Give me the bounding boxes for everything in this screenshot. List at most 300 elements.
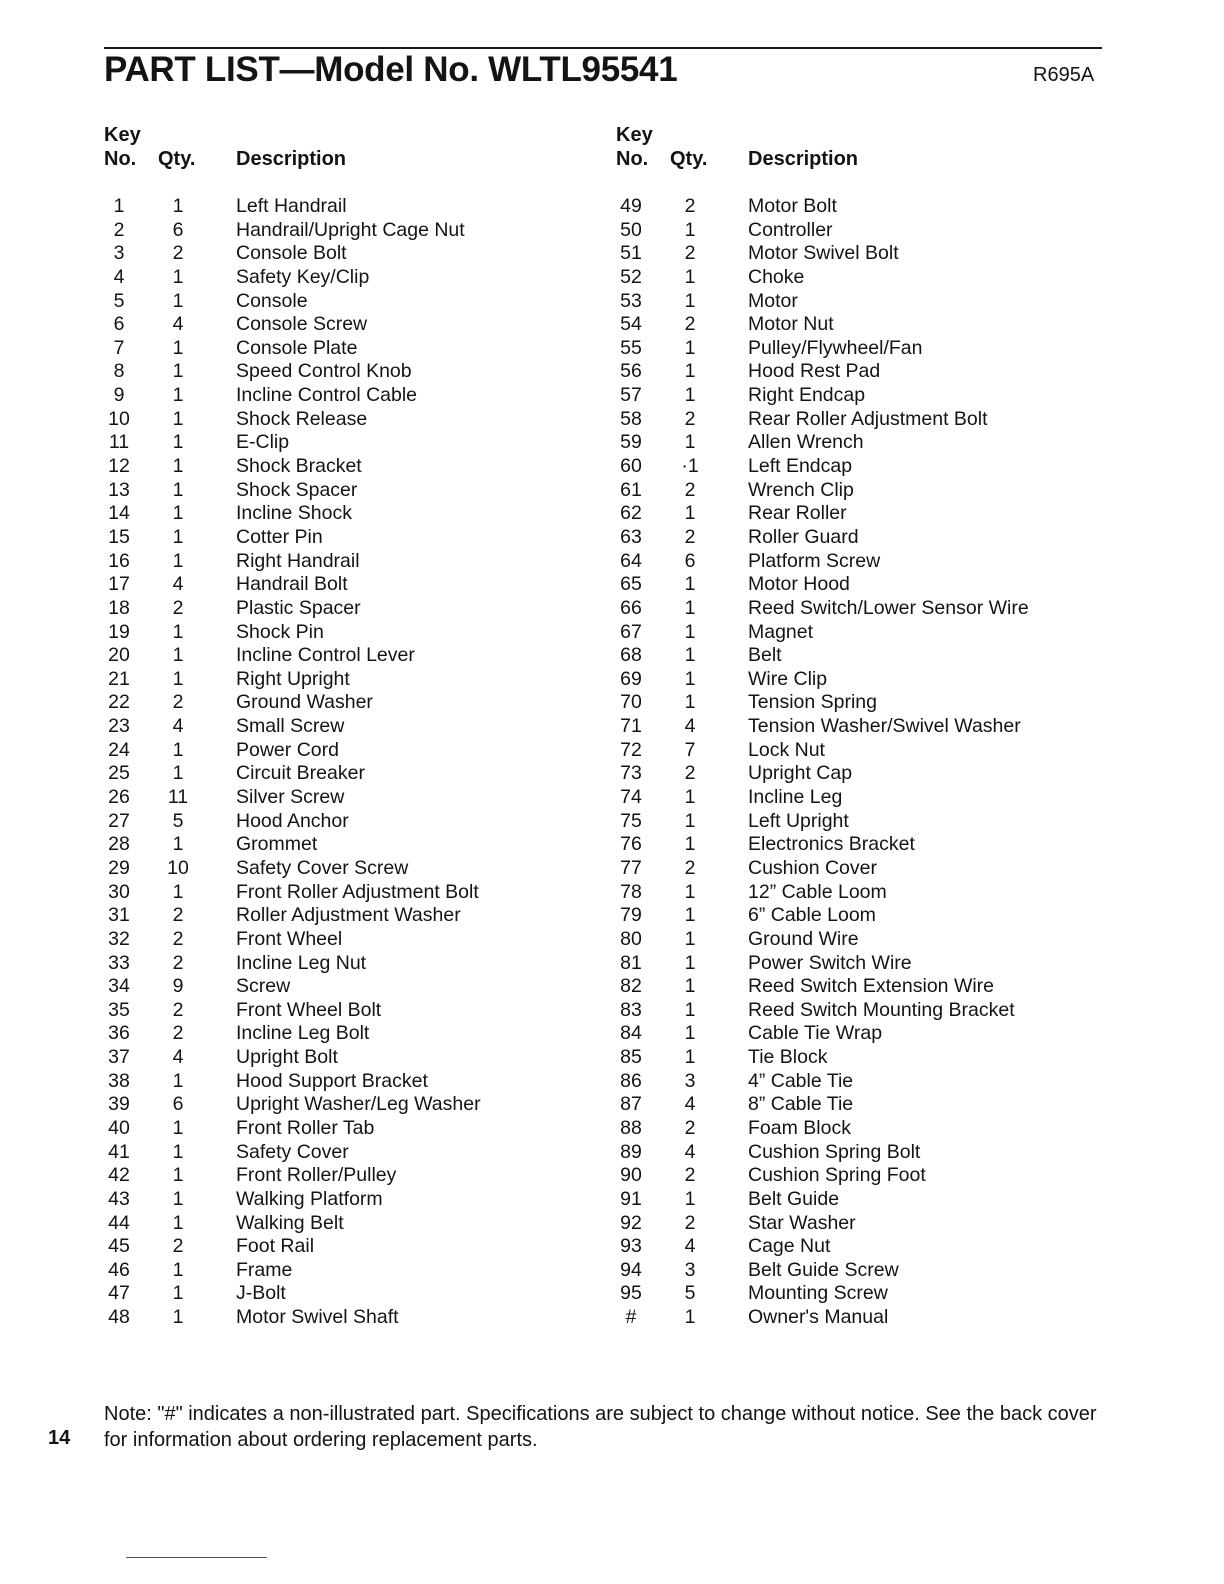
part-description: Reed Switch Extension Wire xyxy=(748,975,995,998)
part-key: 69 xyxy=(620,667,642,690)
part-qty: 3 xyxy=(684,1069,696,1092)
part-description: Platform Screw xyxy=(748,549,881,572)
part-description: Star Washer xyxy=(748,1211,856,1234)
part-qty: 2 xyxy=(684,195,696,217)
part-description: Silver Screw xyxy=(236,786,345,809)
part-key: 61 xyxy=(620,478,642,501)
part-qty: 2 xyxy=(684,762,696,785)
part-description: Wire Clip xyxy=(748,667,828,690)
part-qty: 1 xyxy=(684,596,696,619)
part-qty: 1 xyxy=(172,620,184,643)
part-qty: 10 xyxy=(167,856,189,879)
header-qty: Qty. xyxy=(158,148,196,170)
part-key: 85 xyxy=(620,1046,642,1069)
part-qty: 1 xyxy=(684,265,696,288)
part-description: Incline Shock xyxy=(236,502,352,525)
part-key: 19 xyxy=(108,620,130,643)
part-key: 87 xyxy=(620,1093,642,1116)
part-description: Cushion Spring Foot xyxy=(748,1164,926,1187)
part-description: Upright Washer/Leg Washer xyxy=(236,1093,481,1116)
part-key: 25 xyxy=(108,762,130,785)
part-key: 2 xyxy=(113,218,125,241)
part-qty: 1 xyxy=(684,620,696,643)
part-key: 71 xyxy=(620,715,642,738)
part-key: 78 xyxy=(620,880,642,903)
part-key: 46 xyxy=(108,1258,130,1281)
part-description: E-Clip xyxy=(236,431,290,454)
part-qty: 6 xyxy=(172,1093,184,1116)
part-key: 74 xyxy=(620,786,642,809)
part-description: Foot Rail xyxy=(236,1235,315,1258)
part-qty: 2 xyxy=(172,904,184,927)
part-qty: 4 xyxy=(172,313,184,336)
part-key: 76 xyxy=(620,833,642,856)
part-description: Shock Bracket xyxy=(236,455,362,478)
part-qty: 1 xyxy=(172,1258,184,1281)
part-description: Cushion Cover xyxy=(748,856,877,879)
part-key: 47 xyxy=(108,1282,130,1305)
part-description: Hood Anchor xyxy=(236,809,349,832)
document-code: R695A xyxy=(1033,64,1095,86)
part-description: Safety Key/Clip xyxy=(236,265,370,288)
part-key: 60 xyxy=(620,455,642,478)
header-description: Description xyxy=(236,148,347,170)
header-key-line1: Key xyxy=(616,124,653,146)
part-qty: 1 xyxy=(684,336,696,359)
part-description: Reed Switch/Lower Sensor Wire xyxy=(748,596,1029,619)
part-key: 68 xyxy=(620,644,642,667)
part-description: Tension Spring xyxy=(748,691,877,714)
part-description: Shock Release xyxy=(236,407,368,430)
part-qty: ·1 xyxy=(681,455,699,478)
part-description: Rear Roller Adjustment Bolt xyxy=(748,407,988,430)
part-key: 44 xyxy=(108,1211,130,1234)
part-description: Belt xyxy=(748,644,782,667)
part-key: 8 xyxy=(113,360,125,383)
part-description: Shock Spacer xyxy=(236,478,358,501)
part-description: Motor Bolt xyxy=(748,195,837,217)
part-description: Walking Platform xyxy=(236,1187,383,1210)
part-key: 88 xyxy=(620,1116,642,1139)
part-description: Power Switch Wire xyxy=(748,951,912,974)
part-key: 16 xyxy=(108,549,130,572)
part-key: # xyxy=(625,1306,637,1329)
part-key: 83 xyxy=(620,998,642,1021)
part-description: Ground Wire xyxy=(748,927,859,950)
part-description: Front Roller/Pulley xyxy=(236,1164,397,1187)
part-key: 59 xyxy=(620,431,642,454)
part-qty: 1 xyxy=(684,1022,696,1045)
part-qty: 7 xyxy=(684,738,696,761)
part-qty: 2 xyxy=(172,927,184,950)
part-description: Safety Cover xyxy=(236,1140,349,1163)
part-key: 35 xyxy=(108,998,130,1021)
part-qty: 2 xyxy=(172,242,184,265)
part-key: 72 xyxy=(620,738,642,761)
part-description: Upright Bolt xyxy=(236,1046,338,1069)
part-qty: 2 xyxy=(684,1116,696,1139)
part-qty: 2 xyxy=(684,242,696,265)
part-qty: 1 xyxy=(684,1187,696,1210)
header-description: Description xyxy=(748,148,859,170)
part-key: 65 xyxy=(620,573,642,596)
part-qty: 3 xyxy=(684,1258,696,1281)
part-qty: 6 xyxy=(684,549,696,572)
part-key: 13 xyxy=(108,478,130,501)
part-description: Front Roller Adjustment Bolt xyxy=(236,880,479,903)
part-key: 11 xyxy=(108,431,130,454)
part-qty: 1 xyxy=(684,1046,696,1069)
part-qty: 1 xyxy=(172,431,184,454)
part-key: 29 xyxy=(108,856,130,879)
part-qty: 2 xyxy=(684,313,696,336)
part-description: Safety Cover Screw xyxy=(236,856,409,879)
part-key: 6 xyxy=(113,313,125,336)
part-description: Incline Leg Nut xyxy=(236,951,367,974)
part-key: 7 xyxy=(113,336,125,359)
part-qty: 1 xyxy=(172,289,184,312)
part-description: Left Handrail xyxy=(236,195,347,217)
part-key: 82 xyxy=(620,975,642,998)
part-key: 53 xyxy=(620,289,642,312)
part-key: 45 xyxy=(108,1235,130,1258)
part-description: 12” Cable Loom xyxy=(748,880,887,903)
part-description: Screw xyxy=(236,975,291,998)
part-qty: 9 xyxy=(172,975,184,998)
part-qty: 1 xyxy=(172,1069,184,1092)
part-qty: 1 xyxy=(172,1211,184,1234)
part-description: Grommet xyxy=(236,833,318,856)
part-key: 40 xyxy=(108,1116,130,1139)
part-qty: 1 xyxy=(172,833,184,856)
part-qty: 2 xyxy=(684,1164,696,1187)
part-key: 27 xyxy=(108,809,130,832)
part-key: 31 xyxy=(108,904,130,927)
part-description: Cotter Pin xyxy=(236,525,323,548)
part-description: Cable Tie Wrap xyxy=(748,1022,883,1045)
part-key: 37 xyxy=(108,1046,130,1069)
part-key: 66 xyxy=(620,596,642,619)
part-qty: 1 xyxy=(172,1282,184,1305)
part-qty: 5 xyxy=(172,809,184,832)
part-description: Hood Rest Pad xyxy=(748,360,881,383)
part-key: 64 xyxy=(620,549,642,572)
part-description: Upright Cap xyxy=(748,762,853,785)
part-description: J-Bolt xyxy=(236,1282,286,1305)
part-description: Belt Guide Screw xyxy=(748,1258,899,1281)
part-qty: 2 xyxy=(172,596,184,619)
part-key: 95 xyxy=(620,1282,642,1305)
part-qty: 1 xyxy=(172,880,184,903)
header-qty: Qty. xyxy=(670,148,708,170)
part-qty: 1 xyxy=(172,455,184,478)
part-qty: 1 xyxy=(172,1306,184,1329)
part-key: 50 xyxy=(620,218,642,241)
part-key: 89 xyxy=(620,1140,642,1163)
part-description: Front Roller Tab xyxy=(236,1116,375,1139)
part-key: 9 xyxy=(113,384,125,407)
part-qty: 1 xyxy=(172,360,184,383)
part-qty: 1 xyxy=(172,384,184,407)
part-qty: 1 xyxy=(684,786,696,809)
part-qty: 2 xyxy=(684,407,696,430)
footer-note: Note: "#" indicates a non-illustrated part. Specifications are subject to change without notice. See the back cover for information about ordering replacement parts. xyxy=(104,1403,1097,1451)
part-key: 5 xyxy=(113,289,125,312)
part-description: Shock Pin xyxy=(236,620,324,643)
part-qty: 2 xyxy=(684,525,696,548)
part-description: Handrail/Upright Cage Nut xyxy=(236,218,465,241)
part-description: Left Endcap xyxy=(748,455,853,478)
part-description: Walking Belt xyxy=(236,1211,344,1234)
part-qty: 1 xyxy=(684,809,696,832)
part-description: Motor Swivel Bolt xyxy=(748,242,899,265)
part-qty: 2 xyxy=(684,856,696,879)
header-key-line2: No. xyxy=(616,148,649,170)
part-key: 18 xyxy=(108,596,130,619)
part-qty: 2 xyxy=(684,1211,696,1234)
part-description: Frame xyxy=(236,1258,293,1281)
part-qty: 1 xyxy=(172,478,184,501)
part-qty: 1 xyxy=(172,1140,184,1163)
header-key-line2: No. xyxy=(104,148,137,170)
part-qty: 1 xyxy=(172,762,184,785)
part-key: 20 xyxy=(108,644,130,667)
part-description: Incline Control Cable xyxy=(236,384,418,407)
part-key: 42 xyxy=(108,1164,130,1187)
part-key: 58 xyxy=(620,407,642,430)
part-qty: 4 xyxy=(172,1046,184,1069)
part-qty: 1 xyxy=(172,265,184,288)
part-description: Plastic Spacer xyxy=(236,596,361,619)
part-qty: 2 xyxy=(172,691,184,714)
part-description: Tie Block xyxy=(748,1046,828,1069)
part-qty: 1 xyxy=(172,336,184,359)
part-qty: 2 xyxy=(172,1235,184,1258)
part-qty: 4 xyxy=(172,715,184,738)
part-qty: 1 xyxy=(172,525,184,548)
part-qty: 1 xyxy=(172,1116,184,1139)
part-key: 17 xyxy=(108,573,130,596)
part-qty: 1 xyxy=(684,904,696,927)
part-key: 22 xyxy=(108,691,130,714)
part-qty: 1 xyxy=(172,549,184,572)
part-key: 43 xyxy=(108,1187,130,1210)
part-qty: 4 xyxy=(684,1093,696,1116)
part-qty: 1 xyxy=(684,360,696,383)
part-description: Motor Nut xyxy=(748,313,834,336)
part-description: Motor xyxy=(748,289,798,312)
part-key: 52 xyxy=(620,265,642,288)
part-key: 70 xyxy=(620,691,642,714)
part-description: Console Plate xyxy=(236,336,358,359)
part-qty: 1 xyxy=(684,1306,696,1329)
part-qty: 11 xyxy=(167,786,189,809)
part-key: 90 xyxy=(620,1164,642,1187)
part-qty: 1 xyxy=(684,431,696,454)
part-key: 57 xyxy=(620,384,642,407)
part-description: Motor Hood xyxy=(748,573,850,596)
part-description: Pulley/Flywheel/Fan xyxy=(748,336,923,359)
part-description: Right Endcap xyxy=(748,384,866,407)
part-description: Small Screw xyxy=(236,715,345,738)
part-qty: 5 xyxy=(684,1282,696,1305)
part-qty: 2 xyxy=(172,951,184,974)
part-key: 10 xyxy=(108,407,130,430)
part-key: 55 xyxy=(620,336,642,359)
part-description: 8” Cable Tie xyxy=(748,1093,854,1116)
part-description: Cushion Spring Bolt xyxy=(748,1140,921,1163)
part-key: 14 xyxy=(108,502,130,525)
part-qty: 4 xyxy=(684,1235,696,1258)
part-key: 38 xyxy=(108,1069,130,1092)
part-qty: 1 xyxy=(684,667,696,690)
part-key: 39 xyxy=(108,1093,130,1116)
part-qty: 1 xyxy=(684,975,696,998)
part-qty: 2 xyxy=(172,998,184,1021)
part-description: Tension Washer/Swivel Washer xyxy=(748,715,1021,738)
part-description: Console xyxy=(236,289,308,312)
part-description: Front Wheel xyxy=(236,927,343,950)
part-description: Choke xyxy=(748,265,805,288)
part-description: Handrail Bolt xyxy=(236,573,348,596)
part-key: 36 xyxy=(108,1022,130,1045)
part-key: 48 xyxy=(108,1306,130,1329)
part-key: 15 xyxy=(108,525,130,548)
part-key: 56 xyxy=(620,360,642,383)
part-qty: 1 xyxy=(172,667,184,690)
part-key: 3 xyxy=(113,242,125,265)
part-qty: 2 xyxy=(172,1022,184,1045)
part-key: 93 xyxy=(620,1235,642,1258)
part-qty: 1 xyxy=(684,384,696,407)
part-description: 6” Cable Loom xyxy=(748,904,876,927)
part-qty: 1 xyxy=(172,407,184,430)
part-key: 49 xyxy=(620,195,642,217)
part-qty: 1 xyxy=(172,644,184,667)
part-qty: 4 xyxy=(684,715,696,738)
part-qty: 1 xyxy=(684,502,696,525)
part-description: Mounting Screw xyxy=(748,1282,888,1305)
part-key: 41 xyxy=(108,1140,130,1163)
part-description: Right Upright xyxy=(236,667,350,690)
part-description: Hood Support Bracket xyxy=(236,1069,428,1092)
part-key: 62 xyxy=(620,502,642,525)
part-description: Lock Nut xyxy=(748,738,825,761)
part-key: 94 xyxy=(620,1258,642,1281)
part-description: Right Handrail xyxy=(236,549,360,572)
part-key: 32 xyxy=(108,927,130,950)
part-qty: 1 xyxy=(172,502,184,525)
part-description: Left Upright xyxy=(748,809,849,832)
footer-line xyxy=(126,1557,267,1558)
part-qty: 1 xyxy=(172,1164,184,1187)
part-key: 79 xyxy=(620,904,642,927)
part-qty: 1 xyxy=(684,573,696,596)
part-qty: 1 xyxy=(172,195,184,217)
part-qty: 1 xyxy=(684,691,696,714)
part-key: 24 xyxy=(108,738,130,761)
part-description: Controller xyxy=(748,218,833,241)
part-qty: 1 xyxy=(172,1187,184,1210)
part-description: Magnet xyxy=(748,620,814,643)
part-description: Incline Leg xyxy=(748,786,843,809)
part-description: Electronics Bracket xyxy=(748,833,915,856)
part-key: 21 xyxy=(108,667,130,690)
part-key: 1 xyxy=(113,195,125,217)
part-key: 34 xyxy=(108,975,130,998)
part-key: 75 xyxy=(620,809,642,832)
part-description: Incline Control Lever xyxy=(236,644,415,667)
part-qty: 1 xyxy=(684,998,696,1021)
part-description: Roller Adjustment Washer xyxy=(236,904,461,927)
part-description: Power Cord xyxy=(236,738,339,761)
part-qty: 4 xyxy=(172,573,184,596)
header-key-line1: Key xyxy=(104,124,141,146)
part-description: Rear Roller xyxy=(748,502,847,525)
part-qty: 1 xyxy=(684,218,696,241)
part-key: 91 xyxy=(620,1187,642,1210)
part-qty: 1 xyxy=(684,951,696,974)
part-key: 30 xyxy=(108,880,130,903)
part-key: 26 xyxy=(108,786,130,809)
part-description: Console Screw xyxy=(236,313,368,336)
part-qty: 1 xyxy=(172,738,184,761)
part-key: 73 xyxy=(620,762,642,785)
part-key: 63 xyxy=(620,525,642,548)
part-key: 28 xyxy=(108,833,130,856)
part-description: Belt Guide xyxy=(748,1187,840,1210)
part-description: 4” Cable Tie xyxy=(748,1069,854,1092)
page-title: PART LIST—Model No. WLTL95541 xyxy=(104,50,678,89)
part-description: Console Bolt xyxy=(236,242,347,265)
part-description: Front Wheel Bolt xyxy=(236,998,382,1021)
part-key: 80 xyxy=(620,927,642,950)
part-key: 86 xyxy=(620,1069,642,1092)
part-description: Allen Wrench xyxy=(748,431,864,454)
part-description: Motor Swivel Shaft xyxy=(236,1306,399,1329)
part-qty: 1 xyxy=(684,289,696,312)
part-description: Foam Block xyxy=(748,1116,851,1139)
title-rule xyxy=(104,47,1102,49)
page-number: 14 xyxy=(48,1427,71,1449)
part-qty: 2 xyxy=(684,478,696,501)
part-qty: 1 xyxy=(684,833,696,856)
part-key: 23 xyxy=(108,715,130,738)
part-key: 33 xyxy=(108,951,130,974)
part-description: Speed Control Knob xyxy=(236,360,412,383)
part-qty: 6 xyxy=(172,218,184,241)
part-description: Cage Nut xyxy=(748,1235,831,1258)
part-description: Reed Switch Mounting Bracket xyxy=(748,998,1015,1021)
part-description: Owner's Manual xyxy=(748,1306,889,1329)
part-key: 84 xyxy=(620,1022,642,1045)
part-key: 77 xyxy=(620,856,642,879)
part-description: Incline Leg Bolt xyxy=(236,1022,370,1045)
part-description: Roller Guard xyxy=(748,525,859,548)
part-description: Ground Washer xyxy=(236,691,373,714)
part-description: Wrench Clip xyxy=(748,478,854,501)
part-key: 81 xyxy=(620,951,642,974)
part-key: 51 xyxy=(620,242,642,265)
part-key: 67 xyxy=(620,620,642,643)
part-description: Circuit Breaker xyxy=(236,762,365,785)
part-qty: 1 xyxy=(684,927,696,950)
part-key: 4 xyxy=(113,265,125,288)
part-key: 54 xyxy=(620,313,642,336)
part-qty: 4 xyxy=(684,1140,696,1163)
part-key: 12 xyxy=(108,455,130,478)
part-qty: 1 xyxy=(684,644,696,667)
